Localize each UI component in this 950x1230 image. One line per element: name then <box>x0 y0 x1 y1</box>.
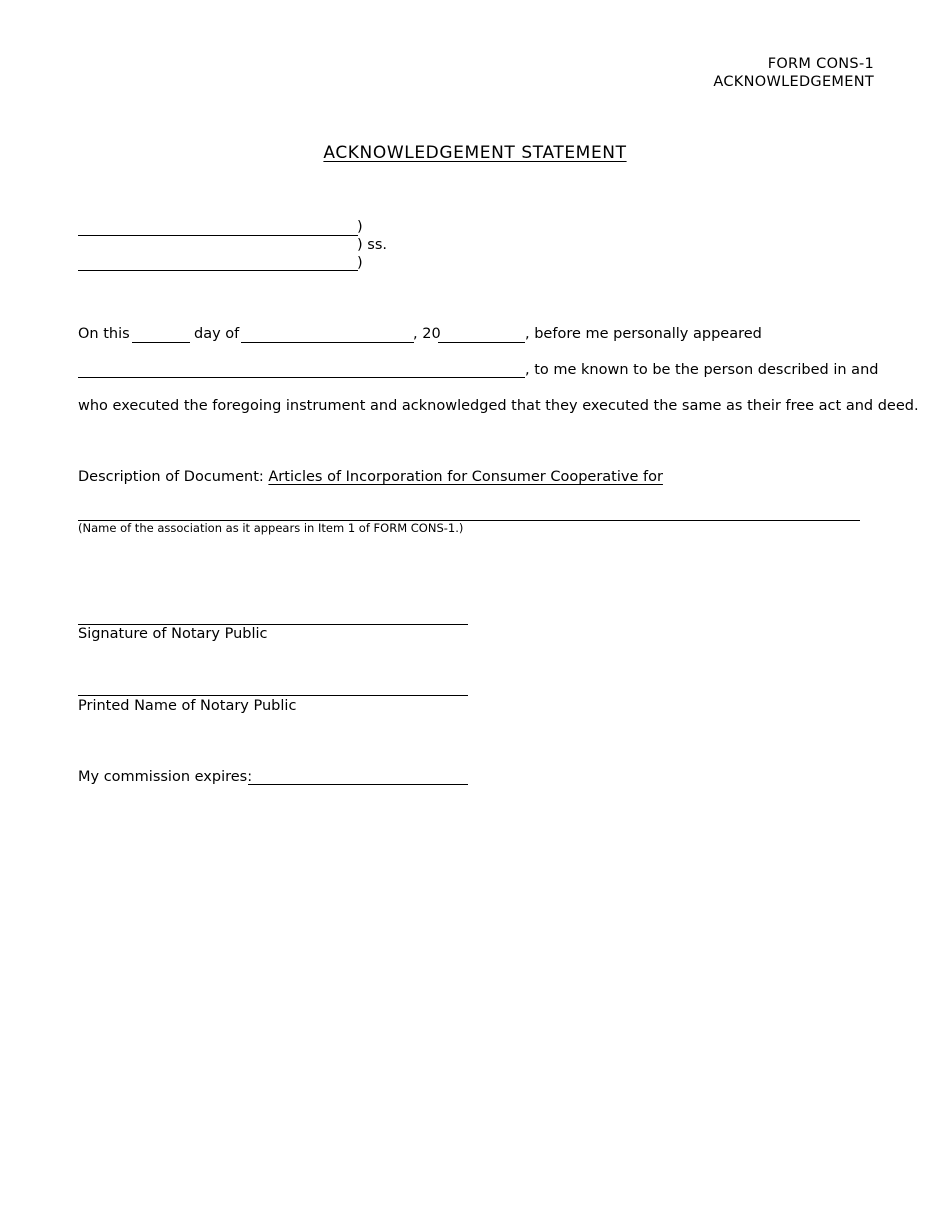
venue-paren-3: ) <box>357 255 363 271</box>
year-prefix-text: , 20 <box>413 326 441 342</box>
month-field[interactable] <box>241 342 414 343</box>
form-number: FORM CONS-1 <box>767 56 874 72</box>
person-name-field[interactable] <box>78 377 525 378</box>
commission-expires-label: My commission expires: <box>78 769 253 785</box>
day-field[interactable] <box>132 342 190 343</box>
description-label: Description of Document: <box>78 469 264 485</box>
association-name-footnote: (Name of the association as it appears in Item 1 of FORM CONS-1.) <box>78 521 464 535</box>
notary-signature-label: Signature of Notary Public <box>78 626 268 642</box>
form-type: ACKNOWLEDGEMENT <box>713 74 874 90</box>
page-title <box>0 143 950 163</box>
notary-printed-name-label: Printed Name of Notary Public <box>78 698 297 714</box>
venue-paren-1: ) <box>357 219 363 235</box>
notary-printed-name-field[interactable] <box>78 695 468 696</box>
page-title-text: ACKNOWLEDGEMENT STATEMENT <box>323 143 627 163</box>
form-identifier <box>713 55 874 91</box>
venue-state-line[interactable] <box>78 235 358 236</box>
venue-paren-ss: ) ss. <box>357 237 387 253</box>
venue-county-line[interactable] <box>78 270 358 271</box>
known-person-text: , to me known to be the person described in and <box>525 362 879 378</box>
year-field[interactable] <box>438 342 525 343</box>
executed-text: who executed the foregoing instrument and acknowledged that they executed the same as their free act and deed. <box>78 398 919 414</box>
commission-expires-field[interactable] <box>248 784 468 785</box>
day-of-text: day of <box>194 326 240 342</box>
on-this-text: On this <box>78 326 130 342</box>
before-me-text: , before me personally appeared <box>525 326 762 342</box>
description-value: Articles of Incorporation for Consumer Cooperative for <box>268 469 663 485</box>
description-row <box>78 468 663 486</box>
